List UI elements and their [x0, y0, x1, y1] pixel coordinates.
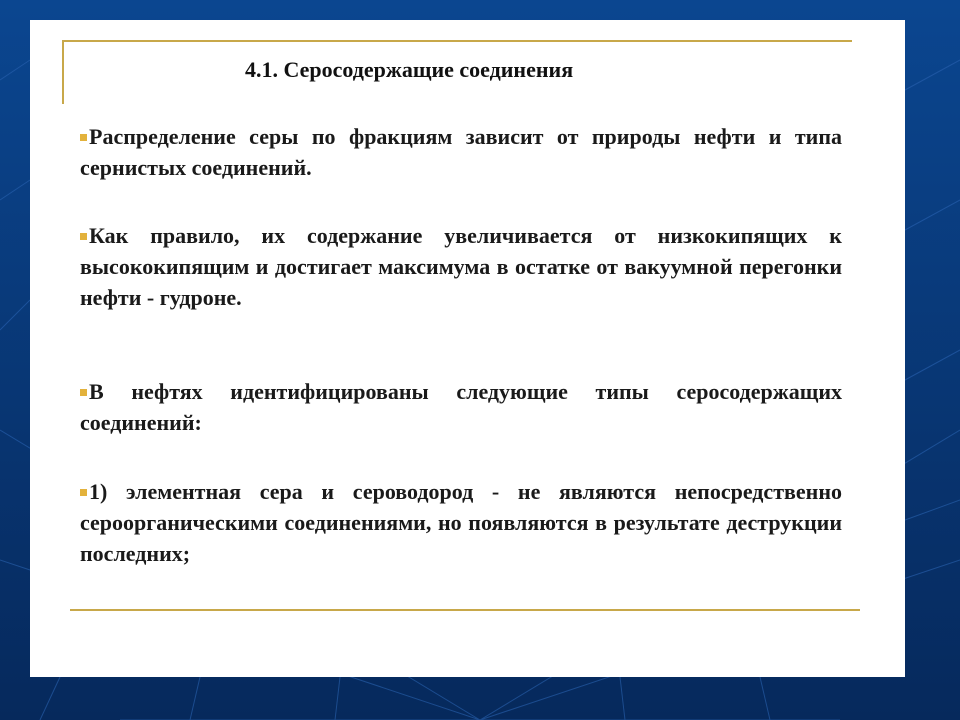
bullet-paragraph-4	[80, 476, 842, 569]
bullet-paragraph-1	[80, 121, 842, 183]
paragraph-text: Распределение серы по фракциям зависит от природы нефти и типа сернистых соединений.	[80, 124, 842, 180]
square-bullet-icon	[80, 489, 87, 496]
title-top-rule	[62, 40, 852, 42]
paragraph-text: В нефтях идентифицированы следующие типы серосодержащих соединений:	[80, 379, 842, 435]
square-bullet-icon	[80, 134, 87, 141]
square-bullet-icon	[80, 233, 87, 240]
bullet-paragraph-3	[80, 376, 842, 438]
bullet-paragraph-2	[80, 220, 842, 313]
square-bullet-icon	[80, 389, 87, 396]
slide-content-area	[30, 20, 905, 677]
bottom-rule	[70, 609, 860, 611]
paragraph-text: Как правило, их содержание увеличивается от низкокипящих к высококипящим и достигает максимума в остатке от вакуумной перегонки нефти - гудроне.	[80, 223, 842, 310]
page-title: 4.1. Серосодержащие соединения	[245, 57, 574, 82]
title-left-rule	[62, 40, 64, 104]
paragraph-text: 1) элементная сера и сероводород - не являются непосредственно сероорганическими соединениями, но появляются в результате деструкции последних;	[80, 479, 842, 566]
